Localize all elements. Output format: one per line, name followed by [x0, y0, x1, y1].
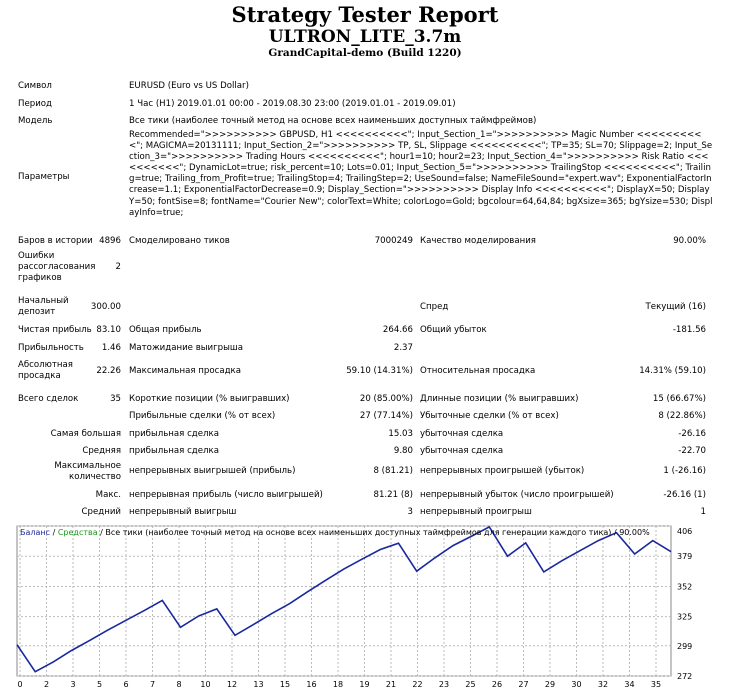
x-tick-label: 13 [253, 680, 264, 689]
x-tick-label: 32 [597, 680, 609, 689]
spread-label: Спред [420, 302, 449, 312]
total-trades-label: Всего сделок [18, 394, 79, 404]
bars-value: 4896 [99, 236, 121, 246]
long-positions-label: Длинные позиции (% выигравших) [420, 394, 579, 404]
x-axis-ticks [17, 680, 661, 689]
ticks-label: Смоделировано тиков [129, 236, 230, 246]
legend-equity: Средства [57, 528, 98, 537]
profit-factor-value: 1.46 [101, 343, 121, 353]
y-tick-label: 272 [677, 672, 693, 681]
rel-drawdown-value: 14.31% (59.10) [639, 366, 706, 376]
x-tick-label: 8 [176, 680, 182, 689]
avg-wins-label: непрерывный выигрыш [129, 507, 237, 517]
model-value: Все тики (наиболее точный метод на основе всех наименьших доступных таймфреймов) [129, 116, 537, 126]
mismatch-label: Ошибки рассогласования графиков [18, 251, 96, 283]
spread-value: Текущий (16) [645, 302, 706, 312]
total-trades-value: 35 [110, 394, 121, 404]
rel-drawdown-label: Относительная просадка [420, 366, 536, 376]
x-tick-label: 10 [200, 680, 211, 689]
payoff-label: Матожидание выигрыша [129, 343, 244, 353]
legend-rest: / Все тики (наиболее точный метод на основе всех наименьших доступных таймфреймов для генерации каждого тика) / 90.00% [97, 528, 650, 537]
x-tick-label: 0 [17, 680, 23, 689]
bars-label: Баров в истории [18, 236, 93, 246]
deposit-label: Начальный депозит [18, 296, 69, 317]
max-drawdown-label: Максимальная просадка [129, 366, 241, 376]
quality-value: 90.00% [673, 236, 706, 246]
maximal-loss-value: -26.16 (1) [663, 490, 706, 500]
average-loss-label: убыточная сделка [420, 446, 504, 456]
long-positions-value: 15 (66.67%) [652, 394, 706, 404]
params-value: Recommended=">>>>>>>>>> GBPUSD, H1 <<<<<<<<<<"; Input_Section_1=">>>>>>>>>> Magic Number <<<<<<<<<<"; MAGICMA=20131111; Input_Section_2=">>>>>>>>>> TP, SL, Slippage <<<<<<<<<<"; TP=35; SL=70; Slippage=2; Input_Section_3=">>>>>>>>>> Trading Hours <<<<<<<<<<"; hour1=10; hour2=23; Input_Section_4=">>>>>>>>>> Risk Ratio <<<<<<<<<<"; DynamicLot=true; risk_percent=10; Lots=0.01; Input_Section_5=">>>>>>>>>> TrailingStop <<<<<<<<<<"; Trailing=true; Trailing_from_Profit=true; TrailingStop=4; TrailingStep=2; UseSound=false; NameFileSound="expert.wav"; ExponentialFactorIncrease=1.1; ExponentialFactorDecrease=0.9; Display_Section=">>>>>>>>>> Display Info <<<<<<<<<<"; DisplayX=50; DisplayY=50; fontSise=8; fontName="Courier New"; colorText=White; colorLogo=Gold; bgcolour=64,64,84; bgXsize=365; bgYsize=530; DisplayInfo=true; [129, 130, 713, 218]
x-tick-label: 19 [359, 680, 370, 689]
net-profit-value: 83.10 [96, 325, 121, 335]
gross-loss-value: -181.56 [672, 325, 706, 335]
gross-loss-label: Общий убыток [420, 325, 487, 335]
x-tick-label: 16 [306, 680, 317, 689]
y-tick-label: 299 [677, 641, 693, 651]
maximal-profit-label: непрерывная прибыль (число выигрышей) [129, 490, 323, 500]
max-drawdown-value: 59.10 (14.31%) [346, 366, 413, 376]
short-positions-label: Короткие позиции (% выигравших) [129, 394, 290, 404]
maximal-profit-value: 81.21 (8) [373, 490, 413, 500]
avg-losses-value: 1 [700, 507, 706, 517]
chart-legend [20, 528, 650, 537]
avg-label: Средний [81, 507, 121, 517]
y-tick-label: 379 [677, 552, 693, 562]
max-consec-wins-label: непрерывных выигрышей (прибыль) [129, 466, 296, 476]
server-build: GrandCapital-demo (Build 1220) [268, 47, 462, 59]
x-tick-label: 21 [385, 680, 397, 689]
x-tick-label: 15 [279, 680, 291, 689]
short-positions-value: 20 (85.00%) [359, 394, 413, 404]
average-loss-value: -22.70 [678, 446, 706, 456]
x-tick-label: 34 [624, 680, 635, 689]
ticks-value: 7000249 [374, 236, 413, 246]
maximal-label: Макс. [95, 490, 121, 500]
profit-trades-label: Прибыльные сделки (% от всех) [129, 411, 276, 421]
gross-profit-label: Общая прибыль [129, 325, 202, 335]
largest-profit-value: 15.03 [388, 429, 413, 439]
x-tick-label: 26 [491, 680, 503, 689]
mismatch-value: 2 [115, 262, 121, 272]
x-tick-label: 7 [149, 680, 156, 689]
report-title: Strategy Tester Report [231, 2, 499, 27]
quality-label: Качество моделирования [420, 236, 536, 246]
chart-frame [17, 526, 671, 676]
maximal-loss-label: непрерывный убыток (число проигрышей) [420, 490, 614, 500]
avg-losses-label: непрерывный проигрыш [420, 507, 532, 517]
legend-balance: Баланс [20, 528, 51, 537]
x-tick-label: 18 [332, 680, 344, 689]
symbol-value: EURUSD (Euro vs US Dollar) [129, 81, 249, 91]
x-tick-label: 3 [70, 680, 76, 689]
expert-name: ULTRON_LITE_3.7m [268, 27, 462, 47]
average-profit-value: 9.80 [393, 446, 413, 456]
y-tick-label: 325 [677, 612, 693, 622]
max-consec-wins-value: 8 (81.21) [373, 466, 413, 476]
largest-loss-value: -26.16 [678, 429, 706, 439]
x-tick-label: 29 [544, 680, 556, 689]
profit-trades-value: 27 (77.14%) [359, 411, 413, 421]
payoff-value: 2.37 [393, 343, 413, 353]
max-consec-losses-value: 1 (-26.16) [663, 466, 706, 476]
y-axis-ticks [677, 527, 692, 681]
x-tick-label: 2 [43, 680, 50, 689]
x-tick-label: 25 [465, 680, 476, 689]
average-profit-label: прибыльная сделка [129, 446, 219, 456]
balance-chart [0, 523, 730, 692]
loss-trades-label: Убыточные сделки (% от всех) [420, 411, 559, 421]
profit-factor-label: Прибыльность [18, 343, 84, 353]
model-label: Модель [18, 116, 53, 126]
avg-wins-value: 3 [407, 507, 413, 517]
max-count-label: Максимальное количество [54, 461, 121, 482]
symbol-label: Символ [18, 81, 52, 91]
period-label: Период [18, 99, 52, 109]
largest-label: Самая большая [50, 429, 121, 439]
x-tick-label: 23 [438, 680, 450, 689]
x-tick-label: 30 [571, 680, 582, 689]
legend-sep: / [50, 528, 58, 537]
net-profit-label: Чистая прибыль [18, 325, 92, 335]
abs-drawdown-label: Абсолютная просадка [18, 360, 73, 381]
max-consec-losses-label: непрерывных проигрышей (убыток) [420, 466, 585, 476]
period-value: 1 Час (H1) 2019.01.01 00:00 - 2019.08.30 23:00 (2019.01.01 - 2019.09.01) [129, 99, 456, 109]
x-tick-label: 12 [226, 680, 238, 689]
y-tick-label: 352 [677, 582, 693, 592]
deposit-value: 300.00 [90, 302, 121, 312]
x-tick-label: 22 [412, 680, 423, 689]
largest-loss-label: убыточная сделка [420, 429, 504, 439]
x-tick-label: 5 [96, 680, 103, 689]
loss-trades-value: 8 (22.86%) [658, 411, 706, 421]
largest-profit-label: прибыльная сделка [129, 429, 219, 439]
x-tick-label: 6 [123, 680, 129, 689]
x-tick-label: 27 [518, 680, 529, 689]
abs-drawdown-value: 22.26 [96, 366, 121, 376]
y-tick-label: 406 [677, 527, 693, 536]
average-label: Средняя [82, 446, 121, 456]
x-tick-label: 35 [650, 680, 662, 689]
params-label: Параметры [18, 172, 70, 182]
gross-profit-value: 264.66 [382, 325, 413, 335]
